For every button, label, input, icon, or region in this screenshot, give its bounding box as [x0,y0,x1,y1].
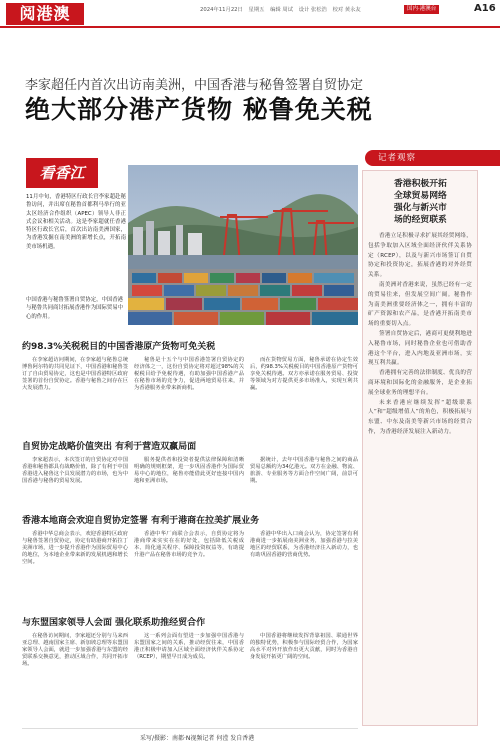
column-title-line: 场的经贸联系 [394,215,447,225]
section-badge: 国内·港澳台 [404,5,439,14]
port-illustration [128,165,358,325]
section-paragraph: 而在货物贸易方面，秘鲁承诺在协定生效后，约98.3%关税税目的中国香港原产货物可享免关税待遇。双方亦承诺在服务贸易、投资等领域为对方提供更多市场准入，实现互利共赢。 [250,357,358,392]
editor-credit: 编辑 周试 [270,7,294,13]
section-text [22,357,128,392]
section-paragraph: 秘鲁是十五个与中国香港签署自贸协定的经济体之一，这份自贸协定将对超过98%的关税税目给予免税待遇，有助加强中国香港产品在秘鲁市场的竞争力，促进两地贸易往来，并为香港服务业带来新商机。 [134,357,244,392]
section-text [134,633,244,661]
issue-date: 2024年11月22日 [200,7,243,13]
section-text [134,357,244,392]
column-badge: 看香江 [26,158,98,188]
section-text [22,633,128,668]
section-text [250,357,358,392]
issue-weekday: 星期五 [248,7,265,13]
column-title-line: 强化与新兴市 [394,203,447,213]
column-title-line: 全球贸易网络 [394,191,447,201]
column-ribbon-label: 记者观察 [378,153,417,163]
column-paragraph: 签署自贸协定后，港商可更便利地进入秘鲁市场，同时秘鲁企业也可借助香港这个平台，进入内地及亚洲市场，实现互利共赢。 [368,330,472,367]
lead-paragraph: 11月中旬，香港特区行政长官李家超赴秘鲁访问，并出席在秘鲁首都利马举行的亚太区经济合作组织（APEC）领导人非正式会议和相关活动。这是李家超就任香港特区行政长官后，首次出访南美洲国家，为香港发掘在南美洲的新增长点，开拓南美市场机遇。 [26,194,126,250]
column-paragraph: 香港立足积极寻求扩展其经贸网络，包括争取加入区域全面经济伙伴关系协定（RCEP），以及与新兴市场签订自贸协定和投资协定，拓展香港的对外经贸关系。 [368,233,472,279]
container-port-photo [128,165,358,325]
masthead-logo: 阅港澳 [6,3,84,25]
header-divider [0,26,500,28]
page-number: A16 [474,3,496,14]
section-text [250,531,358,559]
column-title [368,178,472,226]
byline: 采写/摄影：南都·N视频记者 何滢 发自香港 [140,735,255,742]
column-paragraph: 香港拥有完善的法律制度、优良的营商环境和国际化的金融服务，是企业拓展全球业务的理想平台。 [368,370,472,396]
footer-divider [22,728,358,729]
section-paragraph: 香港中华总商会表示，欢迎香港特区政府与秘鲁签署自贸协定，协定有助港商开拓拉丁美洲市场，进一步提升香港作为国际贸易中心的地位，为本地企业带来新的发展机遇和增长空间。 [22,531,128,566]
section-text [22,457,128,485]
section-paragraph: 在秘鲁访问期间，李家超还分别与马来西亚总理、越南国家主席、新加坡总理等东盟国家领导人会面，就进一步加强香港与东盟的经贸联系交换意见，推动区域合作，共同开拓市场。 [22,633,128,668]
photo-caption: 中国香港与秘鲁签署自贸协定，中国香港与秘鲁共同商讨拓展香港作为国际贸易中心的作用。 [26,297,124,320]
column-paragraph: 南美洲对香港来说，虽然已经有一定的贸易往来，但发展空间广阔。秘鲁作为南美洲重要经济体之一，拥有丰富的矿产资源和农产品，是香港开拓南美市场的重要切入点。 [368,281,472,328]
section-paragraph: 香港中华厂商联合会表示，自贸协定将为港商带来实实在在的好处，包括降低关税成本、简化通关程序、保障投资权益等，有助提升港产品在秘鲁市场的竞争力。 [134,531,244,559]
column-paragraph: 未来香港应继续发挥“超级联系人”和“超级增值人”的角色，积极拓展与东盟、中东及南美等新兴市场的经贸合作，为香港经济发展注入新动力。 [368,399,472,435]
article-kicker: 李家超任内首次出访南美洲，中国香港与秘鲁签署自贸协定 [25,78,364,93]
section-paragraph: 据统计，去年中国香港与秘鲁之间的商品贸易总额约为34亿港元。双方在金融、物流、旅游、专业服务等方面合作空间广阔，前景可期。 [250,457,358,485]
section-text [134,457,244,485]
section-text [250,457,358,485]
section-heading: 自贸协定战略价值突出 有利于营造双赢局面 [22,442,197,452]
column-body [368,232,472,438]
section-text [22,531,128,566]
section-paragraph: 服务提供者和投资者提供法律保障和清晰明确的规则框架，进一步巩固香港作为国际贸易中心的地位，秘鲁亦能借此更好连接中国内地和亚洲市场。 [134,457,244,485]
section-heading: 约98.3%关税税目的中国香港原产货物可免关税 [22,342,216,352]
section-paragraph: 香港中华出入口商会认为，协定签署有利港商进一步拓展南美洲业务，加强香港与拉美地区的经贸联系，为香港经济注入新动力，也有助巩固香港的营商优势。 [250,531,358,559]
section-paragraph: 这一系列会面有望进一步加强中国香港与东盟国家之间的关系，推动经贸往来，中国香港正积极申请加入区域全面经济伙伴关系协定（RCEP），期望早日成为成员。 [134,633,244,661]
design-credit: 设计 张松浩 [298,7,327,13]
section-text [134,531,244,559]
section-paragraph: 李家超表示，本次签订的自贸协定对中国香港和秘鲁都具有战略价值，除了有利于中国香港进入秘鲁这个具发展潜力的市场，也为中国香港与秘鲁的贸易发展。 [22,457,128,485]
section-paragraph: 中国香港将继续发挥背靠祖国、联通世界的独特优势，积极参与国际经贸合作，为国家高水平对外开放作出更大贡献，同时为香港自身发展开拓更广阔的空间。 [250,633,358,661]
section-heading: 与东盟国家领导人会面 强化联系助推经贸合作 [22,618,206,628]
proof-credit: 校对 黄永友 [332,7,361,13]
article-headline: 绝大部分港产货物 秘鲁免关税 [25,95,373,124]
section-paragraph: 在李家超访问期间，在李家超与秘鲁总统博鲁阿尔特的共同见证下，中国香港和秘鲁签订了自由贸易协定，这也是中国香港特区政府签署的首份自贸协定。香港与秘鲁之间存在巨大发展潜力。 [22,357,128,392]
section-text [250,633,358,661]
section-heading: 香港本地商会欢迎自贸协定签署 有利于港商在拉美扩展业务 [22,516,260,526]
column-title-line: 香港积极开拓 [394,179,447,189]
